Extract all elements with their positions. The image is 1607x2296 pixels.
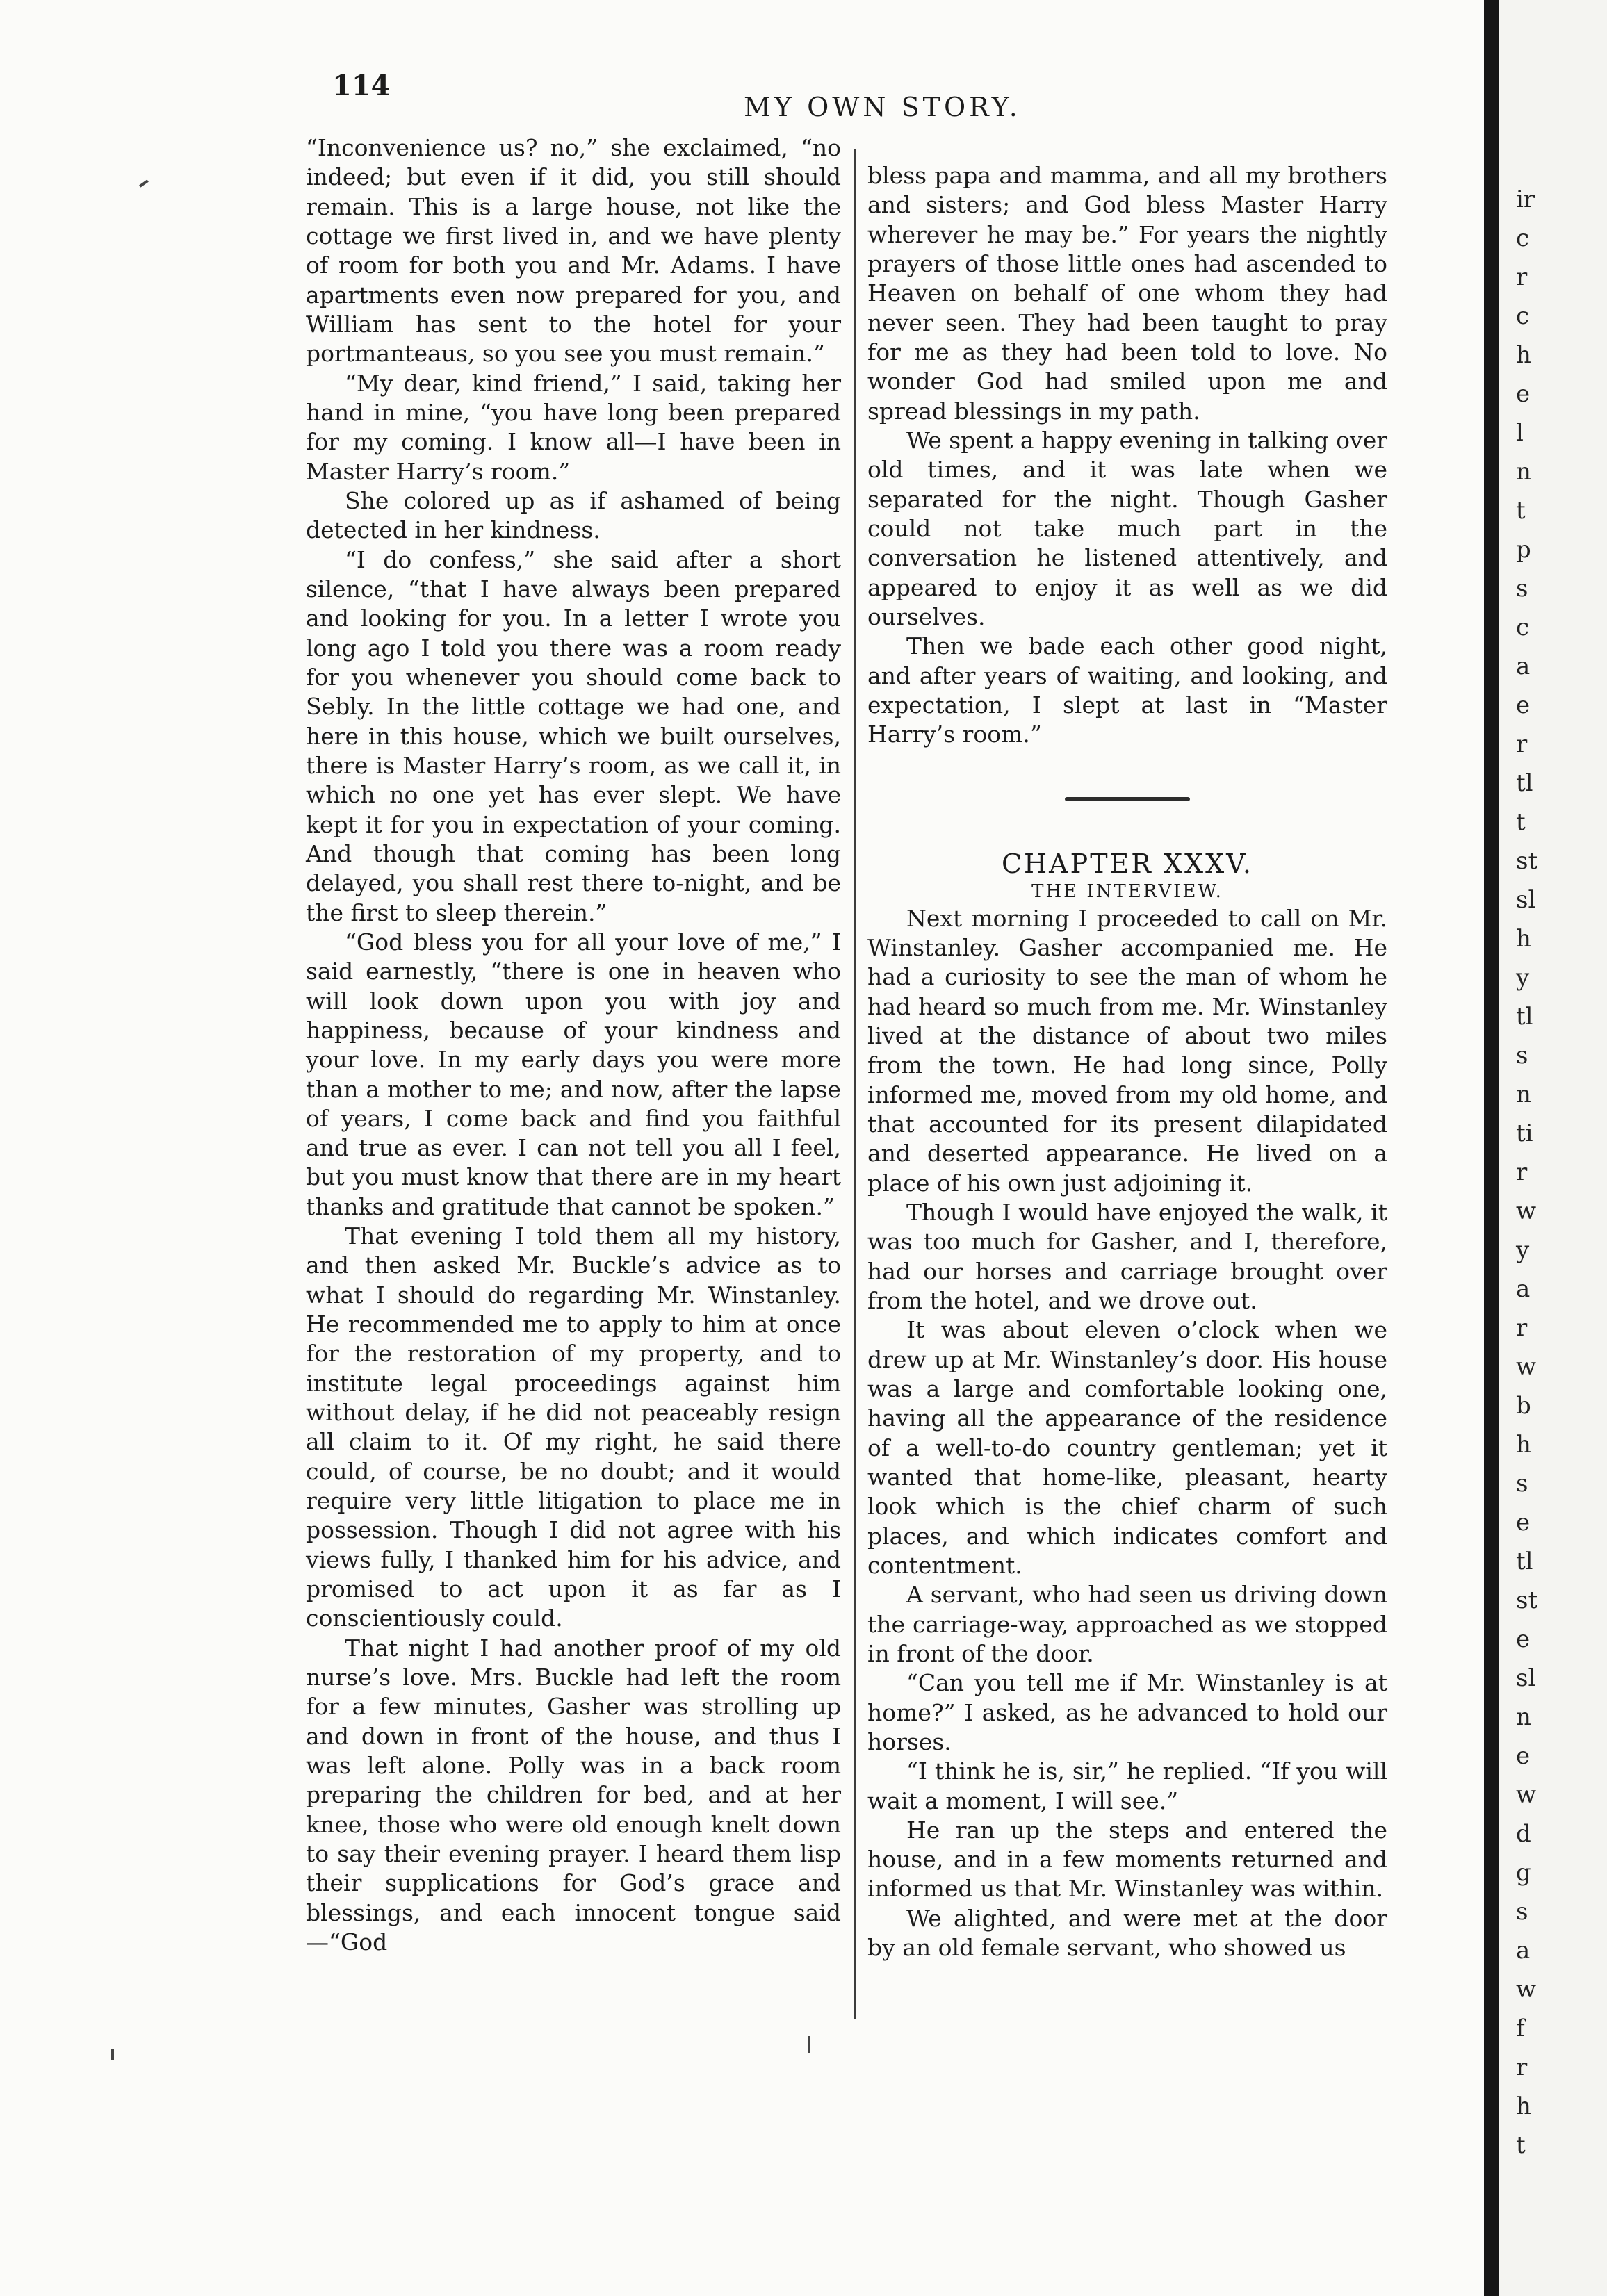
adjacent-page-fragment: h [1516,1431,1531,1459]
adjacent-page-fragment: st [1516,1586,1538,1614]
chapter-title: CHAPTER XXXV. [1001,848,1254,879]
left-paragraph: That night I had another proof of my old nurse’s love. Mrs. Buckle had left the room for a few minutes, Gasher was strolling up and down in front of the house, and thus I was left alone. Polly was in a back room preparing the children for bed, and at her knee, those who were old enough knelt down to say their evening prayer. I heard them lisp their supplications for God’s grace and blessings, and each innocent tongue said—“God [306,1634,841,1956]
running-head: MY OWN STORY. [744,92,1021,122]
continued-paragraph: bless papa and mamma, and all my brothers and sisters; and God bless Master Harry wherever he may be.” For years the nightly prayers of those little ones had ascended to Heaven on behalf of one whom they had never seen. They had been taught to pray for me as they had been told to love. No wonder God had smiled upon me and spread blessings in my path. [867,162,1387,425]
adjacent-page-fragment: g [1516,1859,1531,1887]
adjacent-page-fragment: n [1516,1703,1531,1731]
adjacent-page-fragment: r [1516,1158,1528,1186]
right-paragraph: He ran up the steps and entered the house, and in a few moments returned and informed us that Mr. Winstanley was within. [867,1816,1387,1903]
book-gutter [1484,0,1499,2296]
adjacent-page-fragment: ir [1516,186,1535,213]
adjacent-page-fragment: a [1516,1275,1531,1303]
adjacent-page-fragment: n [1516,1081,1531,1108]
adjacent-page-fragment: sl [1516,886,1536,914]
adjacent-page-fragment: r [1516,263,1528,291]
adjacent-page-fragment: r [1516,2053,1528,2081]
adjacent-page-fragment: w [1516,1353,1537,1381]
left-column [306,133,841,1957]
adjacent-page-fragment: e [1516,1625,1531,1653]
adjacent-page-fragment: ti [1516,1120,1533,1147]
page-number: 114 [332,69,391,102]
adjacent-page-fragment: e [1516,1509,1531,1536]
adjacent-page-fragment: t [1516,2131,1526,2159]
right-paragraph: A servant, who had seen us driving down the carriage-way, approached as we stopped in front of the door. [867,1581,1387,1667]
adjacent-page-edge [1499,0,1607,2296]
right-paragraph: Though I would have enjoyed the walk, it was too much for Gasher, and I, therefore, had our horses and carriage brought over from the hotel, and we drove out. [867,1198,1387,1314]
right-paragraph: It was about eleven o’clock when we drew up at Mr. Winstanley’s door. His house was a large and comfortable looking one, having all the appearance of the residence of a well-to-do country gentleman; yet it wanted that home-like, pleasant, hearty look which is the chief charm of such places, and which indicates comfort and contentment. [867,1316,1387,1579]
adjacent-page-fragment: d [1516,1820,1531,1848]
adjacent-page-fragment: tl [1516,1548,1533,1575]
column-divider [854,149,856,2019]
left-paragraph: That evening I told them all my history, and then asked Mr. Buckle’s advice as to what I should do regarding Mr. Winstanley. He recommended me to apply to him at once for the restoration of my property, and to institute legal proceedings against him without delay, if he did not peaceably resign all claim to it. Of my right, he said there could, of course, be no doubt; and it would require very little litigation to place me in possession. Though I did not agree with his views fully, I thanked him for his advice, and promised to act upon it as far as I conscientiously could. [306,1222,841,1632]
adjacent-page-fragment: tl [1516,769,1533,797]
right-paragraph: “Can you tell me if Mr. Winstanley is at home?” I asked, as he advanced to hold our horses. [867,1669,1387,1755]
adjacent-page-fragment: t [1516,497,1526,525]
adjacent-page-fragment: s [1516,575,1528,602]
adjacent-page-fragment: w [1516,1976,1537,2003]
adjacent-page-fragment: s [1516,1898,1528,1926]
stray-mark [111,2049,114,2060]
adjacent-page-fragment: s [1516,1042,1528,1069]
right-paragraph: Then we bade each other good night, and after years of waiting, and looking, and expectation, I slept at last in “Master Harry’s room.” [867,632,1387,748]
adjacent-page-fragment: n [1516,458,1531,486]
chapter-subtitle: THE INTERVIEW. [1031,881,1223,903]
right-paragraph: We spent a happy evening in talking over old times, and it was late when we separated for the night. Though Gasher could not take much part in the conversation he listened attentively, and appeared to enjoy it as well as we did ourselves. [867,426,1387,630]
adjacent-page-fragment: e [1516,380,1531,408]
adjacent-page-fragment: h [1516,341,1531,369]
right-paragraph: Next morning I proceeded to call on Mr. Winstanley. Gasher accompanied me. He had a curiosity to see the man of whom he had heard so much from me. Mr. Winstanley lived at the distance of about two miles from the town. He had long since, Polly informed me, moved from my old home, and that accounted for its present dilapidated and deserted appearance. He lived on a place of his own just adjoining it. [867,904,1387,1197]
stray-mark [808,2036,810,2053]
right-paragraph: “I think he is, sir,” he replied. “If you will wait a moment, I will see.” [867,1757,1387,1814]
adjacent-page-fragment: tl [1516,1003,1533,1031]
adjacent-page-fragment: c [1516,224,1530,252]
adjacent-page-fragment: st [1516,847,1538,875]
adjacent-page-fragment: sl [1516,1664,1536,1692]
left-paragraph: “My dear, kind friend,” I said, taking her hand in mine, “you have long been prepared for my coming. I know all—I have been in Master Harry’s room.” [306,369,841,485]
adjacent-page-fragment: c [1516,302,1530,330]
adjacent-page-fragment: r [1516,730,1528,758]
stray-mark [139,179,149,187]
right-column [867,161,1387,1962]
adjacent-page-fragment: b [1516,1392,1531,1420]
adjacent-page-fragment: w [1516,1781,1537,1809]
adjacent-page-fragment: a [1516,653,1531,680]
left-paragraph: “Inconvenience us? no,” she exclaimed, “no indeed; but even if it did, you still should remain. This is a large house, not like the cottage we first lived in, and we have plenty of room for both you and Mr. Adams. I have apartments even now prepared for you, and William has sent to the hotel for your portmanteaus, so you see you must remain.” [306,134,841,368]
adjacent-page-fragment: r [1516,1314,1528,1342]
left-paragraph: “I do confess,” she said after a short silence, “that I have always been prepared and looking for you. In a letter I wrote you long ago I told you there was a room ready for you whenever you should come back to Sebly. In the little cottage we had one, and here in this house, which we built ourselves, there is Master Harry’s room, as we call it, in which no one yet has ever slept. We have kept it for you in expectation of your coming. And though that coming has been long delayed, you shall rest there to-night, and be the first to sleep therein.” [306,546,841,926]
left-paragraph: She colored up as if ashamed of being detected in her kindness. [306,486,841,544]
adjacent-page-fragment: h [1516,2092,1531,2120]
adjacent-page-fragment: p [1516,536,1531,564]
adjacent-page-fragment: s [1516,1470,1528,1498]
left-paragraph: “God bless you for all your love of me,” I said earnestly, “there is one in heaven who will look down upon you with joy and happiness, because of your kindness and your love. In my early days you were more than a mother to me; and now, after the lapse of years, I come back and find you faithful and true as ever. I can not tell you all I feel, but you must know that there are in my heart thanks and gratitude that cannot be spoken.” [306,928,841,1220]
adjacent-page-fragment: e [1516,1742,1531,1770]
adjacent-page-fragment: t [1516,808,1526,836]
adjacent-page-fragment: h [1516,925,1531,953]
adjacent-page-fragment: l [1516,419,1524,447]
right-paragraph: We alighted, and were met at the door by an old female servant, who showed us [867,1904,1387,1962]
adjacent-page-fragment: c [1516,614,1530,641]
adjacent-page-fragment: y [1516,1236,1530,1264]
adjacent-page-fragment: w [1516,1197,1537,1225]
adjacent-page-fragment: a [1516,1937,1531,1965]
section-ornament [1065,797,1190,801]
adjacent-page-fragment: f [1516,2015,1525,2042]
adjacent-page-fragment: e [1516,691,1531,719]
adjacent-page-fragment: y [1516,964,1530,992]
